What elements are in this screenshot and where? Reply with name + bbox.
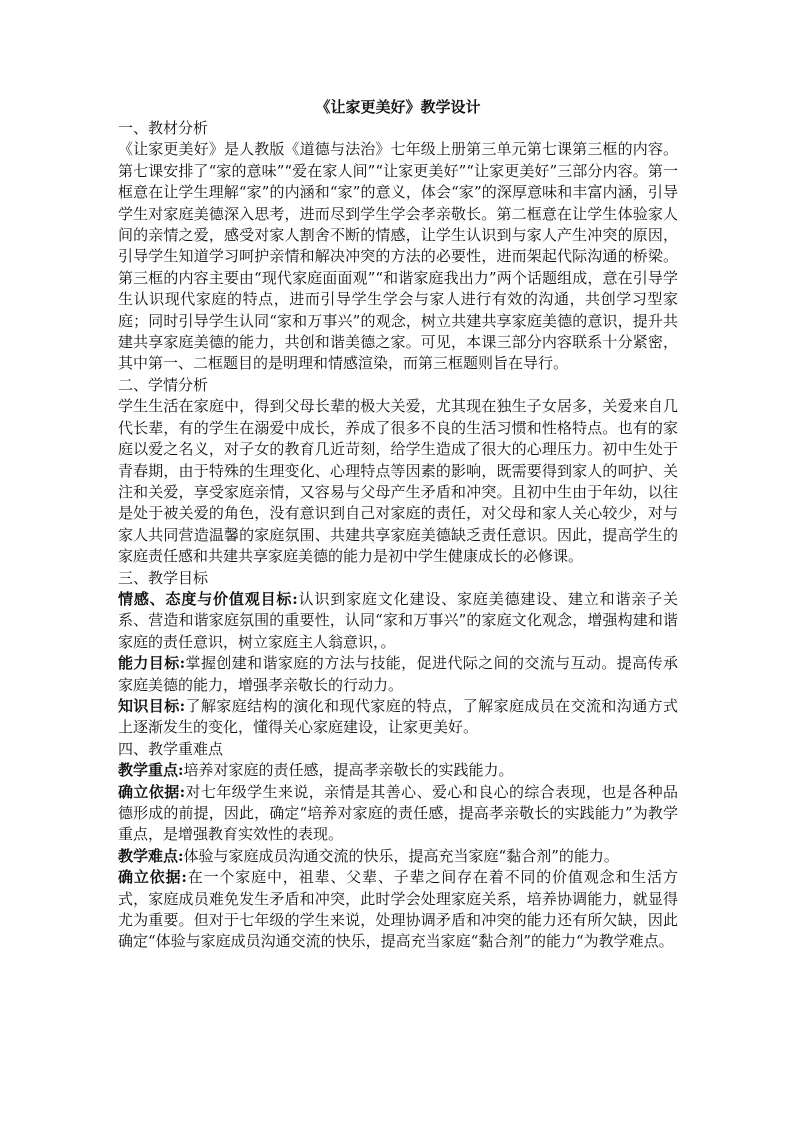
section-heading-students: 二、学情分析 bbox=[118, 375, 209, 394]
keypoint-difficulty-basis-text: 在一个家庭中，祖辈、父辈、子辈之间存在着不同的价值观念和生活方式，家庭成员难免发生矛盾和冲突，此时学会处理家庭关系，培养协调能力，就显得尤为重要。但对于七年级的学生来说，处理协调矛盾和冲突的能力还有所欠缺，因此确定“体验与家庭成员沟通交流的快乐，提高充当家庭“黏合剂”的能力“为教学难点。 bbox=[118, 868, 678, 951]
document-title: 《让家更美好》教学设计 bbox=[315, 98, 481, 116]
keypoint-focus-basis-label: 确立依据: bbox=[118, 782, 186, 801]
goal-knowledge-text: 了解家庭结构的演化和现代家庭的特点，了解家庭成员在交流和沟通方式上逐渐发生的变化，懂得关心家庭建设，让家更美好。 bbox=[118, 696, 678, 737]
goal-emotion bbox=[118, 589, 678, 653]
keypoint-focus-text: 培养对家庭的责任感，提高孝亲敬长的实践能力。 bbox=[183, 761, 514, 780]
keypoint-difficulty-label: 教学难点: bbox=[118, 846, 184, 865]
goal-knowledge bbox=[118, 696, 678, 739]
goal-ability bbox=[118, 653, 678, 696]
section-heading-materials: 一、教材分析 bbox=[118, 119, 209, 137]
students-paragraph: 学生生活在家庭中，得到父母长辈的极大关爱，尤其现在独生子女居多，关爱来自几代长辈，有的学生在溺爱中成长，养成了很多不良的生活习惯和性格特点。也有的家庭以爱之名义，对子女的教育几近苛刻，给学生造成了很大的心理压力。初中生处于青春期，由于特殊的生理变化、心理特点等因素的影响，既需要得到家人的呵护、关注和关爱，享受家庭亲情，又容易与父母产生矛盾和冲突。且初中生由于年幼，以往是处于被关爱的角色，没有意识到自己对家庭的责任，对父母和家人关心较少，对与家人共同营造温馨的家庭氛围、共建共享家庭美德缺乏责任意识。因此，提高学生的家庭责任感和共建共享家庭美德的能力是初中学生健康成长的必修课。 bbox=[118, 397, 678, 566]
keypoint-focus bbox=[118, 760, 678, 781]
keypoint-focus-label: 教学重点: bbox=[118, 761, 184, 780]
goal-emotion-label: 情感、态度与价值观目标: bbox=[118, 589, 298, 608]
goal-knowledge-label: 知识目标: bbox=[118, 696, 186, 715]
keypoint-difficulty bbox=[118, 846, 678, 867]
keypoint-difficulty-basis-label: 确立依据: bbox=[118, 868, 187, 887]
keypoint-focus-basis-text: 对七年级学生来说，亲情是其善心、爱心和良心的综合表现，也是各种品德形成的前提，因此，确定“培养对家庭的责任感，提高孝亲敬长的实践能力”为教学重点，是增强教育实效性的表现。 bbox=[118, 782, 678, 844]
keypoint-difficulty-basis bbox=[118, 867, 678, 953]
materials-paragraph: 《让家更美好》是人教版《道德与法治》七年级上册第三单元第七课第三框的内容。第七课安排了“家的意味”“爱在家人间”“让家更美好”“让家更美好”三部分内容。第一框意在让学生理解“家”的内涵和“家”的意义，体会“家”的深厚意味和丰富内涵，引导学生对家庭美德深入思考，进而尽到学生学会孝亲敬长。第二框意在让学生体验家人间的亲情之爱，感受对家人割舍不断的情感，让学生认识到与家人产生冲突的原因，引导学生知道学习呵护亲情和解决冲突的方法的必要性，进而架起代际沟通的桥梁。第三框的内容主要由“现代家庭面面观”“和谐家庭我出力”两个话题组成，意在引导学生认识现代家庭的特点，进而引导学生学会与家人进行有效的沟通，共创学习型家庭；同时引导学生认同“家和万事兴”的观念，树立共建共享家庭美德的意识，提升共建共享家庭美德的能力，共创和谐美德之家。可见，本课三部分内容联系十分紧密，其中第一、二框题目的是明理和情感渲染，而第三框题则旨在导行。 bbox=[118, 140, 678, 373]
keypoint-difficulty-text: 体验与家庭成员沟通交流的快乐，提高充当家庭“黏合剂”的能力。 bbox=[183, 846, 619, 865]
goal-ability-text: 掌握创建和谐家庭的方法与技能，促进代际之间的交流与互动。提高传承家庭美德的能力，增强孝亲敬长的行动力。 bbox=[118, 654, 678, 694]
section-heading-keypoints: 四、教学重难点 bbox=[118, 739, 224, 758]
keypoint-focus-basis bbox=[118, 782, 678, 846]
goal-ability-label: 能力目标: bbox=[118, 654, 186, 673]
section-heading-goals: 三、教学目标 bbox=[118, 568, 209, 587]
goal-emotion-text: 认识到家庭文化建设、家庭美德建设、建立和谐亲子关系、营造和谐家庭氛围的重要性，认同“家和万事兴”的家庭文化观念，增强构建和谐家庭的责任意识，树立家庭主人翁意识，。 bbox=[118, 589, 678, 651]
document-page bbox=[118, 96, 678, 953]
